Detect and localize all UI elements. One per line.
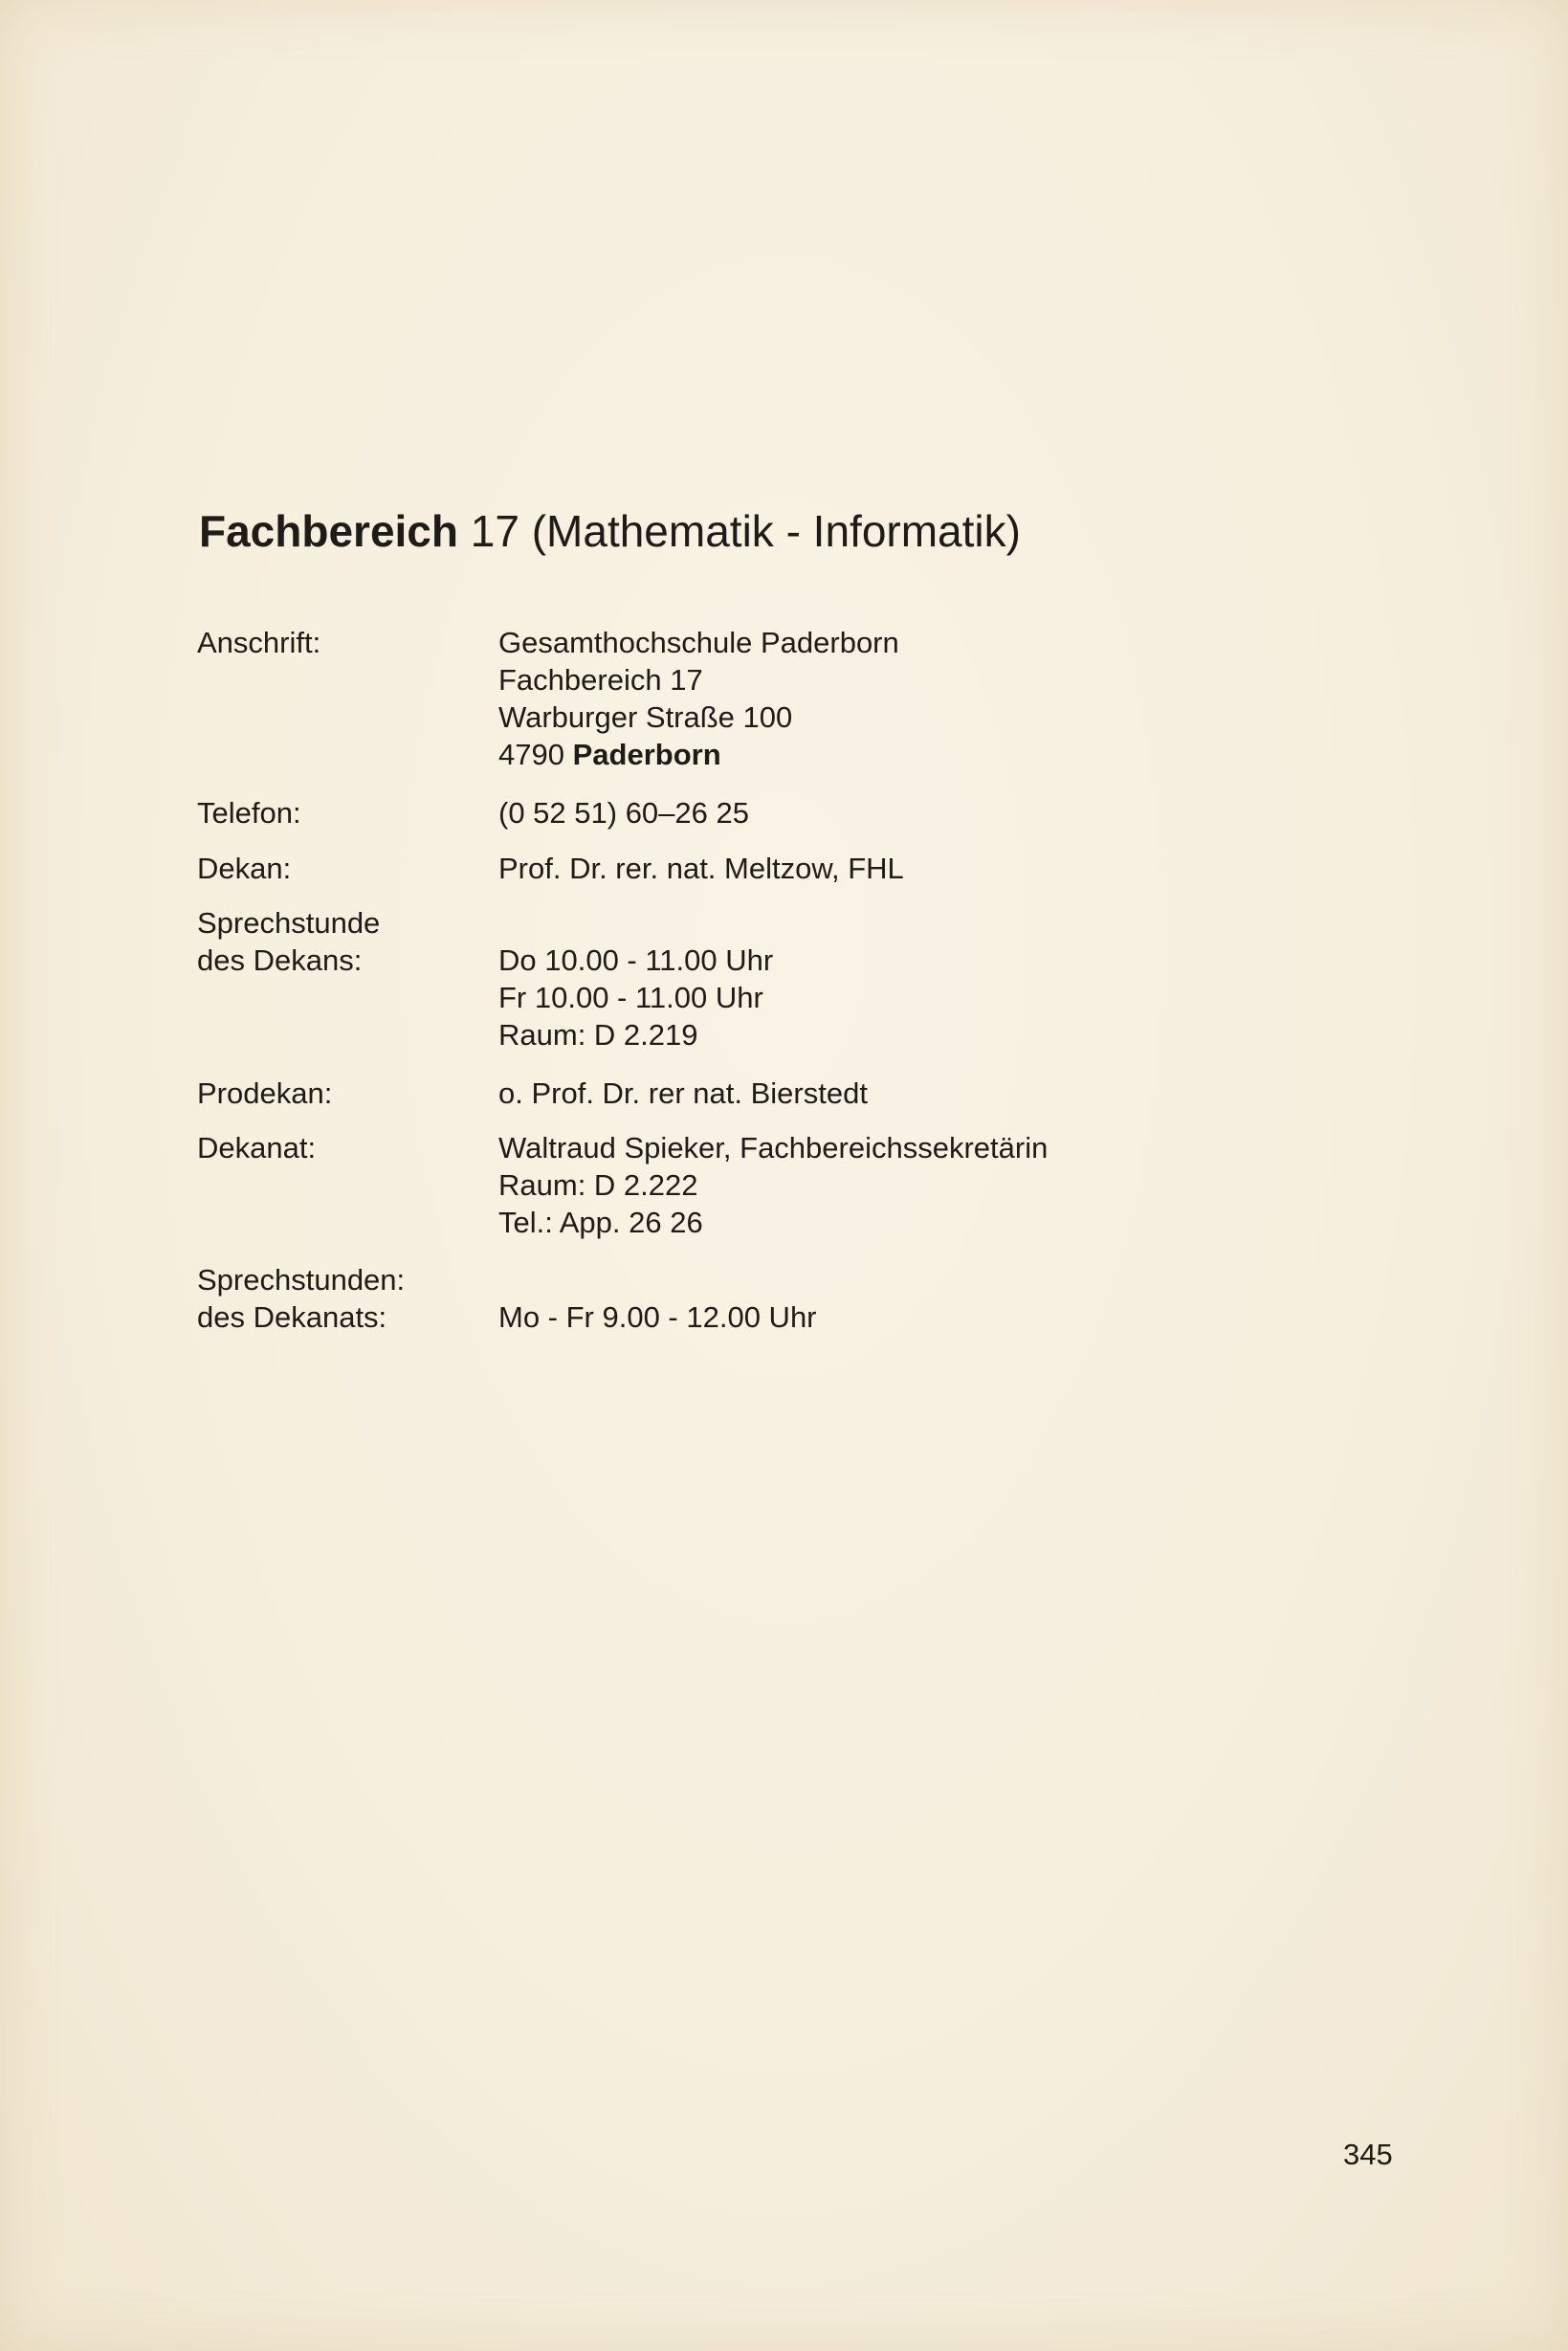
anschrift-postcode: 4790 bbox=[498, 738, 564, 771]
sprechstunde-dekan-line: Fr 10.00 - 11.00 Uhr bbox=[498, 981, 763, 1014]
sprechstunde-dekan-line: Do 10.00 - 11.00 Uhr bbox=[498, 943, 774, 977]
page-title bbox=[199, 502, 1021, 560]
sprechstunde-dekan-label-line: des Dekans: bbox=[197, 943, 363, 977]
page-number: 345 bbox=[1343, 2138, 1393, 2171]
sprechstunden-dekanat-label-line: Sprechstunden: bbox=[197, 1263, 406, 1297]
telefon-value: (0 52 51) 60–26 25 bbox=[498, 796, 749, 830]
dekanat-line: Raum: D 2.222 bbox=[498, 1168, 698, 1202]
dekan-label: Dekan: bbox=[197, 852, 292, 885]
sprechstunde-dekan-label bbox=[197, 904, 380, 979]
prodekan-label: Prodekan: bbox=[197, 1076, 333, 1110]
telefon-label: Telefon: bbox=[197, 796, 301, 830]
sprechstunden-dekanat-label-line: des Dekanats: bbox=[197, 1300, 387, 1334]
dekanat-line: Tel.: App. 26 26 bbox=[498, 1206, 703, 1239]
anschrift-line: Fachbereich 17 bbox=[498, 663, 703, 697]
anschrift-line: Warburger Straße 100 bbox=[498, 700, 793, 734]
anschrift-line: Gesamthochschule Paderborn bbox=[498, 626, 899, 659]
prodekan-value: o. Prof. Dr. rer nat. Bierstedt bbox=[498, 1076, 868, 1110]
anschrift-value bbox=[498, 624, 899, 773]
dekanat-line: Waltraud Spieker, Fachbereichssekretärin bbox=[498, 1131, 1049, 1164]
title-rest: 17 (Mathematik - Informatik) bbox=[470, 506, 1021, 556]
anschrift-city: Paderborn bbox=[572, 738, 721, 771]
anschrift-city-line bbox=[498, 736, 899, 773]
sprechstunde-dekan-value bbox=[498, 942, 773, 1054]
sprechstunde-dekan-line: Raum: D 2.219 bbox=[498, 1018, 698, 1052]
dekan-value: Prof. Dr. rer. nat. Meltzow, FHL bbox=[498, 852, 904, 885]
anschrift-label: Anschrift: bbox=[197, 626, 321, 659]
dekanat-value bbox=[498, 1129, 1048, 1241]
sprechstunden-dekanat-value: Mo - Fr 9.00 - 12.00 Uhr bbox=[498, 1300, 817, 1334]
sprechstunden-dekanat-label bbox=[197, 1261, 405, 1336]
dekanat-label: Dekanat: bbox=[197, 1131, 317, 1164]
title-bold: Fachbereich bbox=[199, 506, 458, 556]
sprechstunde-dekan-label-line: Sprechstunde bbox=[197, 906, 381, 940]
